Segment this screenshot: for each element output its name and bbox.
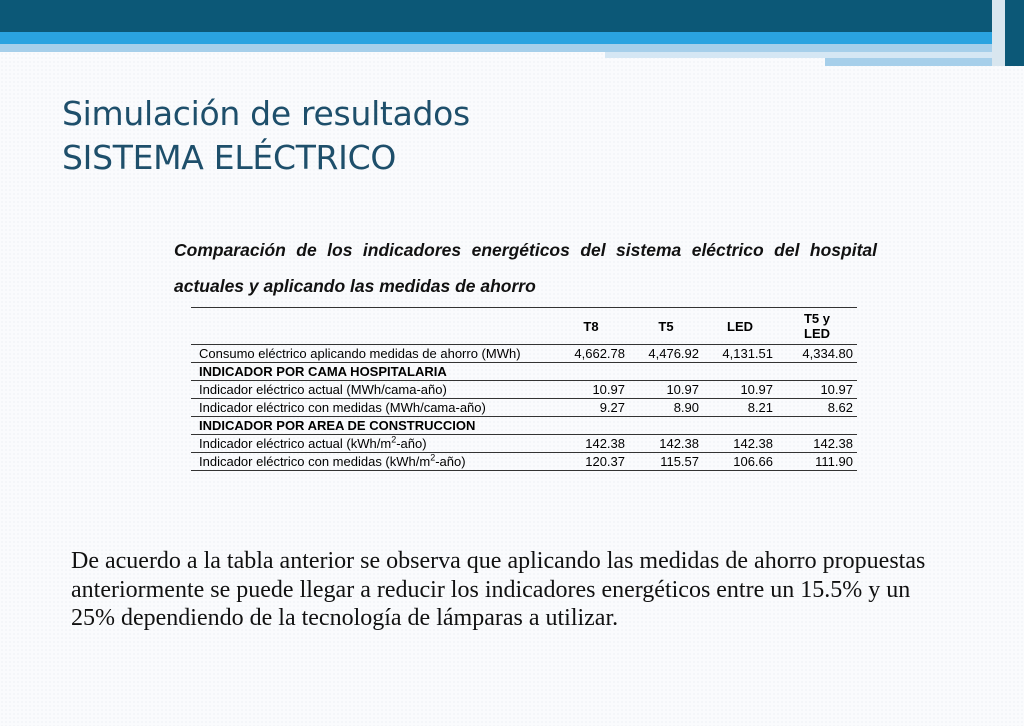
results-table [191, 307, 857, 471]
header-edge-block [992, 0, 1005, 66]
cell-value: 4,476.92 [629, 345, 703, 363]
title-line-2: SISTEMA ELÉCTRICO [62, 138, 397, 177]
cell-value: 142.38 [629, 435, 703, 453]
conclusion-paragraph: De acuerdo a la tabla anterior se observa que aplicando las medidas de ahorro propuestas anteriormente se puede llegar a reducir los indicadores energéticos entre un 15.5% y un 25% dependiendo de la tecnología de lámparas a utilizar. [71, 548, 926, 631]
cell-value: 142.38 [777, 435, 857, 453]
header-edge-dark [1005, 0, 1024, 66]
cell-value: 8.90 [629, 399, 703, 417]
row-label: Indicador eléctrico con medidas (MWh/cama-año) [191, 399, 553, 417]
header-t5-led: T5 y LED [777, 308, 857, 345]
row-label [191, 435, 553, 453]
cell-value: 9.27 [553, 399, 629, 417]
header-accent-stripe [0, 32, 1024, 44]
section-heading-area: INDICADOR POR AREA DE CONSTRUCCION [191, 417, 857, 435]
cell-value: 120.37 [553, 453, 629, 471]
cell-value: 4,334.80 [777, 345, 857, 363]
superscript: 2 [391, 434, 397, 445]
header-t5: T5 [629, 308, 703, 345]
cell-value: 142.38 [553, 435, 629, 453]
title-line-1: Simulación de resultados [62, 94, 470, 133]
cell-value: 111.90 [777, 453, 857, 471]
table-row [191, 453, 857, 471]
header-led: LED [703, 308, 777, 345]
header-light-stripe [0, 44, 1024, 52]
header-line-right [825, 58, 1005, 66]
table-row [191, 381, 857, 399]
cell-value: 8.21 [703, 399, 777, 417]
header-band [0, 0, 1024, 32]
row-label-text: Indicador eléctrico actual (kWh/m [199, 436, 392, 451]
table-row [191, 399, 857, 417]
cell-value: 142.38 [703, 435, 777, 453]
row-label: Indicador eléctrico actual (MWh/cama-año) [191, 381, 553, 399]
cell-value: 8.62 [777, 399, 857, 417]
cell-value: 115.57 [629, 453, 703, 471]
header-label [191, 308, 553, 345]
cell-value: 106.66 [703, 453, 777, 471]
section-row [191, 363, 857, 381]
row-label: Consumo eléctrico aplicando medidas de ahorro (MWh) [191, 345, 553, 363]
section-heading-cama: INDICADOR POR CAMA HOSPITALARIA [191, 363, 857, 381]
header-t8: T8 [553, 308, 629, 345]
cell-value: 4,662.78 [553, 345, 629, 363]
cell-value: 10.97 [777, 381, 857, 399]
cell-value: 4,131.51 [703, 345, 777, 363]
cell-value: 10.97 [703, 381, 777, 399]
table-row [191, 345, 857, 363]
table-caption: Comparación de los indicadores energéticos del sistema eléctrico del hospital actuales y aplicando las medidas de ahorro [174, 240, 877, 296]
row-label-suffix: -año) [435, 454, 466, 469]
row-label-suffix: -año) [396, 436, 427, 451]
row-label-text: Indicador eléctrico con medidas (kWh/m [199, 454, 431, 469]
cell-value: 10.97 [629, 381, 703, 399]
table-row [191, 435, 857, 453]
table-header-row [191, 308, 857, 345]
row-label [191, 453, 553, 471]
superscript: 2 [430, 452, 436, 463]
slide-title [62, 92, 470, 180]
cell-value: 10.97 [553, 381, 629, 399]
section-row [191, 417, 857, 435]
